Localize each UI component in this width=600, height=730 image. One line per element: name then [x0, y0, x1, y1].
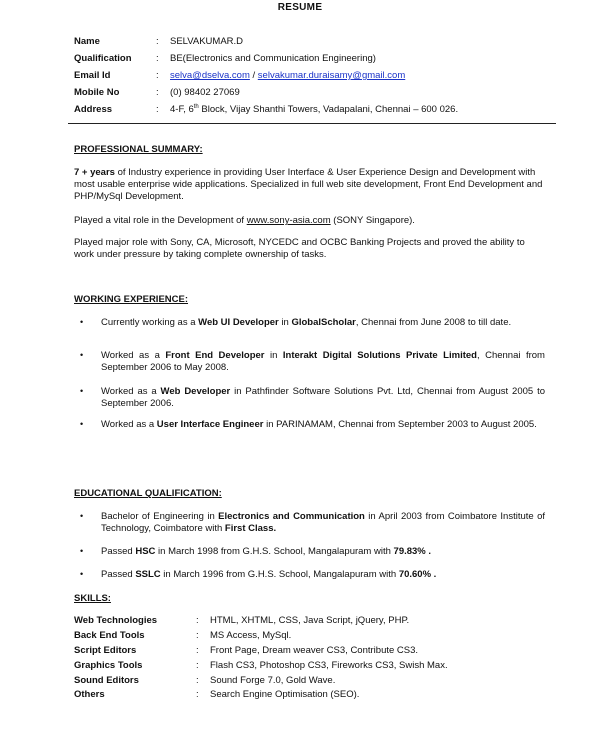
role-name: User Interface Engineer: [156, 419, 264, 430]
bullet-icon: •: [80, 386, 84, 396]
skill-label: Graphics Tools: [74, 660, 143, 671]
item-highlight: 70.60% .: [398, 569, 437, 580]
summary-paragraph-3: Played major role with Sony, CA, Microsoft, NYCEDC and OCBC Banking Projects and proved the ability to work under pressure by taking complete ownership of tasks.: [74, 237, 525, 260]
item-text: in March 1998 from G.H.S. School, Mangalapuram with: [155, 546, 394, 557]
skill-colon: :: [196, 660, 199, 671]
item-highlight: Electronics and Communication: [218, 511, 365, 522]
skill-value: MS Access, MySql.: [210, 630, 292, 641]
item-text: Bachelor of Engineering in: [101, 511, 219, 522]
info-value-qualification: BE(Electronics and Communication Engineering): [170, 53, 376, 64]
info-value-address: [170, 104, 458, 115]
info-colon: :: [156, 36, 159, 47]
skill-colon: :: [196, 630, 199, 641]
role-name: Web Developer: [160, 386, 231, 397]
item-text: Worked as a: [101, 350, 166, 361]
experience-item: [101, 419, 545, 431]
skill-label: Web Technologies: [74, 615, 158, 626]
address-superscript: th: [193, 104, 199, 110]
years-highlight: 7 + years: [74, 167, 115, 178]
skill-value: Search Engine Optimisation (SEO).: [210, 689, 360, 700]
role-name: Web UI Developer: [198, 317, 279, 328]
org-name: Interakt Digital Solutions Private Limited: [282, 350, 477, 361]
summary-text: Played a vital role in the Development of: [74, 215, 247, 226]
skill-value: Sound Forge 7.0, Gold Wave.: [210, 675, 336, 686]
item-text: in April 2003 from Coimbatore Institute of Technology, Coimbatore with: [101, 511, 546, 534]
info-value-email: [170, 70, 405, 81]
email-link-primary[interactable]: selva@dselva.com: [170, 70, 250, 81]
skill-value: HTML, XHTML, CSS, Java Script, jQuery, PHP.: [210, 615, 410, 626]
skill-value: Front Page, Dream weaver CS3, Contribute CS3.: [210, 645, 419, 656]
info-label-mobile: Mobile No: [74, 87, 120, 98]
info-colon: :: [156, 53, 159, 64]
item-highlight: HSC: [135, 546, 156, 557]
bullet-icon: •: [80, 317, 84, 327]
info-value-name: SELVAKUMAR.D: [170, 36, 244, 47]
info-label-name: Name: [74, 36, 100, 47]
info-label-address: Address: [74, 104, 113, 115]
skill-label: Sound Editors: [74, 675, 139, 686]
item-text: , Chennai from June 2008 to till date.: [355, 317, 512, 328]
info-label-email: Email Id: [74, 70, 111, 81]
item-text: Passed: [101, 569, 136, 580]
info-label-qualification: Qualification: [74, 53, 132, 64]
info-colon: :: [156, 87, 159, 98]
item-text: in Pathfinder Software Solutions Pvt. Ltd, Chennai from August 2005 to September 2006.: [101, 386, 546, 409]
bullet-icon: •: [80, 546, 84, 556]
bullet-icon: •: [80, 511, 84, 521]
skill-label: Script Editors: [74, 645, 137, 656]
item-highlight: SSLC: [135, 569, 161, 580]
education-item: [101, 569, 545, 581]
role-name: Front End Developer: [165, 350, 265, 361]
item-text: Worked as a: [101, 419, 157, 430]
item-text: in: [264, 350, 283, 361]
summary-heading: PROFESSIONAL SUMMARY:: [74, 144, 203, 155]
skill-value: Flash CS3, Photoshop CS3, Fireworks CS3, Swish Max.: [210, 660, 448, 671]
bullet-icon: •: [80, 569, 84, 579]
item-highlight: First Class.: [224, 523, 277, 534]
resume-title: RESUME: [277, 2, 323, 13]
experience-item: [101, 317, 545, 329]
item-highlight: 79.83% .: [393, 546, 432, 557]
info-colon: :: [156, 104, 159, 115]
item-text: in: [278, 317, 292, 328]
skill-colon: :: [196, 689, 199, 700]
experience-item: [101, 350, 545, 374]
sony-site-link[interactable]: www.sony-asia.com: [246, 215, 331, 226]
item-text: Worked as a: [101, 386, 161, 397]
item-text: Passed: [101, 546, 136, 557]
skill-colon: :: [196, 615, 199, 626]
bullet-icon: •: [80, 419, 84, 429]
skill-colon: :: [196, 645, 199, 656]
education-heading: EDUCATIONAL QUALIFICATION:: [74, 488, 222, 499]
org-name: GlobalScholar: [291, 317, 356, 328]
experience-heading: WORKING EXPERIENCE:: [74, 294, 189, 305]
summary-paragraph-2: [74, 215, 544, 227]
address-part: 4-F, 6: [170, 104, 194, 116]
email-link-secondary[interactable]: selvakumar.duraisamy@gmail.com: [257, 70, 406, 81]
info-value-mobile: (0) 98402 27069: [170, 87, 240, 98]
item-text: , Chennai from September 2006 to May 2008.: [101, 350, 545, 373]
section-divider: [68, 123, 556, 124]
education-item: [101, 546, 545, 558]
item-text: in March 1996 from G.H.S. School, Mangalapuram with: [160, 569, 399, 580]
summary-text: of Industry experience in providing User Interface & User Experience Design and Development with most usable enterprise wide applications. Specialized in full web site development, Front End Development and PHP/MySql Development.: [74, 167, 543, 202]
summary-paragraph-1: [74, 167, 544, 202]
skill-label: Others: [74, 689, 105, 700]
education-item: [101, 511, 545, 535]
skill-label: Back End Tools: [74, 630, 145, 641]
experience-item: [101, 386, 545, 410]
email-separator: /: [249, 70, 258, 81]
skills-heading: SKILLS:: [74, 593, 111, 604]
summary-text: (SONY Singapore).: [330, 215, 415, 226]
address-part: Block, Vijay Shanthi Towers, Vadapalani, Chennai – 600 026.: [198, 104, 459, 116]
item-text: in PARINAMAM, Chennai from September 2003 to August 2005.: [263, 419, 537, 430]
skill-colon: :: [196, 675, 199, 686]
item-text: Currently working as a: [101, 317, 199, 328]
info-colon: :: [156, 70, 159, 81]
bullet-icon: •: [80, 350, 84, 360]
